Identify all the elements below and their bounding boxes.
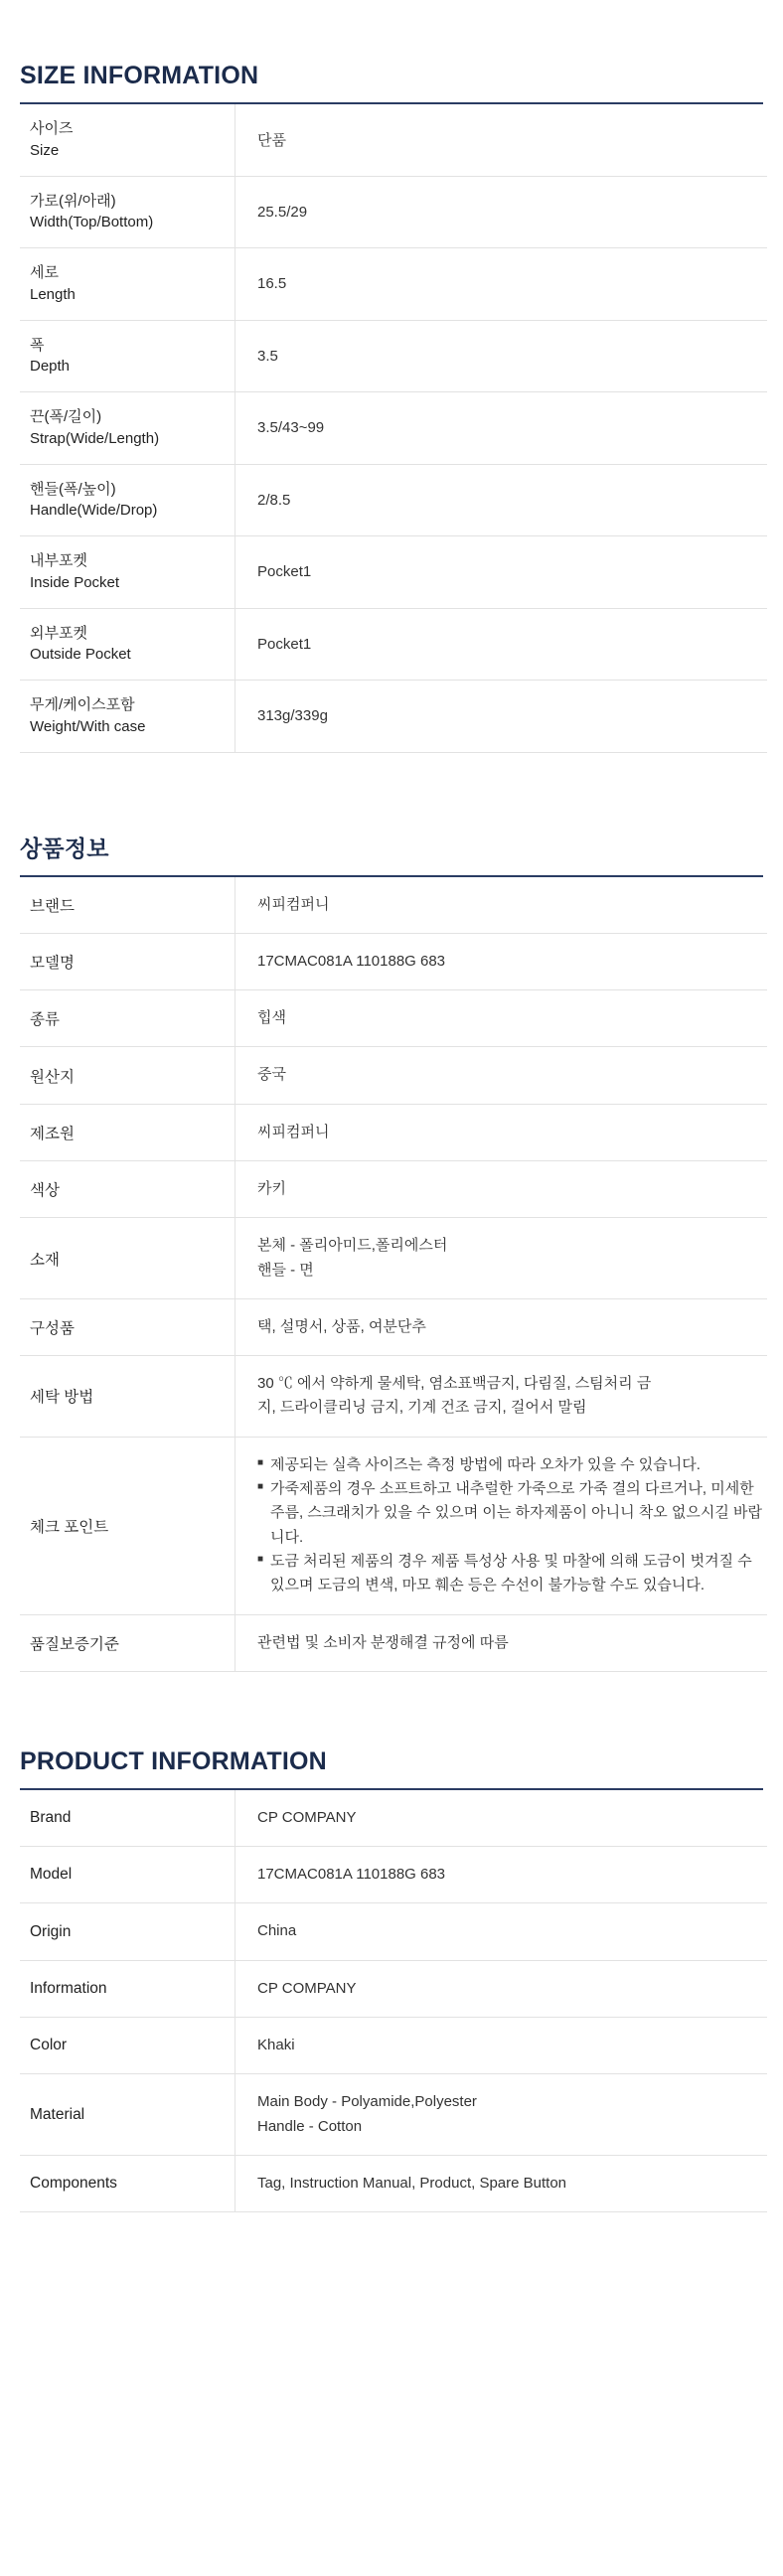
- product-information-kr-heading: 상품정보: [20, 831, 763, 877]
- row-value: [235, 1218, 768, 1299]
- row-value: [235, 877, 768, 934]
- row-value-line: CP COMPANY: [257, 1979, 357, 1997]
- product-information-kr-table: [20, 877, 767, 1672]
- row-label: Origin: [20, 1903, 235, 1960]
- table-row: [20, 1847, 767, 1903]
- row-value-line: 관련법 및 소비자 분쟁해결 규정에 따름: [257, 1633, 509, 1651]
- row-label: 소재: [20, 1218, 235, 1299]
- table-row: [20, 933, 767, 989]
- check-point-bullet: ■ 가죽제품의 경우 소프트하고 내추럴한 가죽으로 가죽 결의 다르거나, 미세한 주름, 스크래치가 있을 수 있으며 이는 하자제품이 아니니 착오 없으시길 바랍니다.: [257, 1477, 767, 1550]
- row-value: Pocket1: [235, 536, 768, 609]
- table-row: [20, 990, 767, 1047]
- table-row: [20, 2155, 767, 2211]
- row-label: 종류: [20, 990, 235, 1047]
- check-point-bullet: ■ 제공되는 실측 사이즈는 측정 방법에 따라 오차가 있을 수 있습니다.: [257, 1453, 767, 1477]
- table-row: [20, 608, 767, 681]
- row-value-line: 택, 설명서, 상품, 여분단추: [257, 1317, 426, 1335]
- table-row: [20, 248, 767, 321]
- row-value: Pocket1: [235, 608, 768, 681]
- size-information-table: [20, 104, 767, 753]
- row-value: [235, 1960, 768, 2017]
- table-row: [20, 1298, 767, 1355]
- row-label-kr: 폭: [30, 336, 45, 354]
- table-row: [20, 1614, 767, 1671]
- table-row: [20, 1903, 767, 1960]
- row-value-line: 핸들 - 면: [257, 1261, 314, 1279]
- row-value: [235, 1614, 768, 1671]
- section-spacer: [18, 1672, 765, 1747]
- row-value: 25.5/29: [235, 176, 768, 248]
- row-value: [235, 1047, 768, 1104]
- row-label: Material: [20, 2074, 235, 2156]
- table-row: [20, 1160, 767, 1217]
- row-label: Brand: [20, 1790, 235, 1847]
- row-label: 브랜드: [20, 877, 235, 934]
- product-information-en-body: [20, 1790, 767, 2212]
- row-value: [235, 2074, 768, 2156]
- table-row: [20, 2018, 767, 2074]
- row-value: [235, 2155, 768, 2211]
- row-value: 2/8.5: [235, 464, 768, 536]
- table-row: [20, 176, 767, 248]
- row-value: [235, 990, 768, 1047]
- row-value-line: 씨피컴퍼니: [257, 895, 330, 913]
- row-label-kr: 세로: [30, 264, 59, 281]
- table-row: [20, 320, 767, 392]
- row-label-kr: 끈(폭/길이): [30, 408, 102, 425]
- row-label: 체크 포인트: [20, 1437, 235, 1614]
- table-row: [20, 392, 767, 465]
- row-value: [235, 1903, 768, 1960]
- row-label-kr: 가로(위/아래): [30, 192, 116, 210]
- row-label: [20, 536, 235, 609]
- table-row: [20, 1356, 767, 1438]
- row-value-line: Main Body - Polyamide,Polyester: [257, 2093, 477, 2111]
- row-label-en: Strap(Wide/Length): [30, 429, 160, 447]
- row-value: 단품: [235, 104, 768, 176]
- table-row: [20, 681, 767, 753]
- top-spacer: [18, 0, 765, 62]
- table-row: [20, 1437, 767, 1614]
- row-value: [235, 1160, 768, 1217]
- table-row: [20, 1047, 767, 1104]
- table-row: [20, 1960, 767, 2017]
- size-information-heading: SIZE INFORMATION: [20, 62, 763, 104]
- row-value-line: 17CMAC081A 110188G 683: [257, 952, 446, 970]
- row-label: Components: [20, 2155, 235, 2211]
- row-value: 3.5: [235, 320, 768, 392]
- row-label: Information: [20, 1960, 235, 2017]
- product-information-kr-body: [20, 877, 767, 1672]
- row-value-line: 30 ℃ 에서 약하게 물세탁, 염소표백금지, 다림질, 스팀처리 금: [257, 1375, 652, 1393]
- row-label: 모델명: [20, 933, 235, 989]
- row-label: [20, 392, 235, 465]
- row-value-line: Tag, Instruction Manual, Product, Spare Button: [257, 2174, 567, 2192]
- row-value-line: 본체 - 폴리아미드,폴리에스터: [257, 1237, 448, 1255]
- row-label-en: Width(Top/Bottom): [30, 214, 154, 231]
- row-label: [20, 176, 235, 248]
- row-label-en: Length: [30, 285, 76, 303]
- row-label: [20, 320, 235, 392]
- row-label: 품질보증기준: [20, 1614, 235, 1671]
- row-value-line: Khaki: [257, 2037, 295, 2054]
- row-value: [235, 1437, 768, 1614]
- row-label-en: Size: [30, 141, 60, 159]
- row-value: 3.5/43~99: [235, 392, 768, 465]
- row-label: 원산지: [20, 1047, 235, 1104]
- row-label: [20, 104, 235, 176]
- row-label-en: Outside Pocket: [30, 646, 131, 664]
- row-label-kr: 내부포켓: [30, 552, 87, 569]
- row-value-line: 지, 드라이클리닝 금지, 기계 건조 금지, 걸어서 말림: [257, 1399, 587, 1417]
- row-label-en: Handle(Wide/Drop): [30, 502, 158, 520]
- row-value-line: Handle - Cotton: [257, 2117, 363, 2135]
- table-row: [20, 1218, 767, 1299]
- row-label: [20, 248, 235, 321]
- row-label-kr: 핸들(폭/높이): [30, 480, 116, 498]
- check-point-bullet: ■ 도금 처리된 제품의 경우 제품 특성상 사용 및 마찰에 의해 도금이 벗겨질 수 있으며 도금의 변색, 마모 훼손 등은 수선이 불가능할 수도 있습니다.: [257, 1550, 767, 1598]
- bottom-spacer: [18, 2212, 765, 2252]
- row-label-en: Depth: [30, 358, 71, 376]
- row-label-kr: 외부포켓: [30, 624, 87, 642]
- row-value: [235, 1104, 768, 1160]
- row-value: [235, 1356, 768, 1438]
- table-row: [20, 464, 767, 536]
- table-row: [20, 1104, 767, 1160]
- row-value-line: China: [257, 1922, 297, 1940]
- row-label: 구성품: [20, 1298, 235, 1355]
- row-label: 제조원: [20, 1104, 235, 1160]
- product-information-en-heading: PRODUCT INFORMATION: [20, 1747, 763, 1790]
- row-label-en: Inside Pocket: [30, 573, 120, 591]
- table-row: [20, 104, 767, 176]
- row-label: Model: [20, 1847, 235, 1903]
- row-value: [235, 1847, 768, 1903]
- row-label-kr: 사이즈: [30, 120, 74, 137]
- table-row: [20, 1790, 767, 1847]
- row-value-line: 힙색: [257, 1009, 286, 1027]
- row-value: [235, 933, 768, 989]
- row-value: [235, 1790, 768, 1847]
- row-label: 색상: [20, 1160, 235, 1217]
- row-value: [235, 1298, 768, 1355]
- size-information-body: [20, 104, 767, 752]
- table-row: [20, 2074, 767, 2156]
- row-value-line: 씨피컴퍼니: [257, 1123, 330, 1140]
- row-label-en: Weight/With case: [30, 717, 146, 735]
- row-value: 16.5: [235, 248, 768, 321]
- row-value: 313g/339g: [235, 681, 768, 753]
- row-value-line: 카키: [257, 1179, 286, 1197]
- section-spacer: [18, 753, 765, 831]
- row-label-kr: 무게/케이스포함: [30, 696, 135, 713]
- row-label: [20, 681, 235, 753]
- table-row: [20, 877, 767, 934]
- row-label: [20, 464, 235, 536]
- row-value-line: CP COMPANY: [257, 1808, 357, 1826]
- product-information-en-table: [20, 1790, 767, 2212]
- table-row: [20, 536, 767, 609]
- row-value: [235, 2018, 768, 2074]
- row-label: Color: [20, 2018, 235, 2074]
- row-label: 세탁 방법: [20, 1356, 235, 1438]
- row-label: [20, 608, 235, 681]
- row-value-line: 17CMAC081A 110188G 683: [257, 1866, 446, 1884]
- row-value-line: 중국: [257, 1066, 286, 1084]
